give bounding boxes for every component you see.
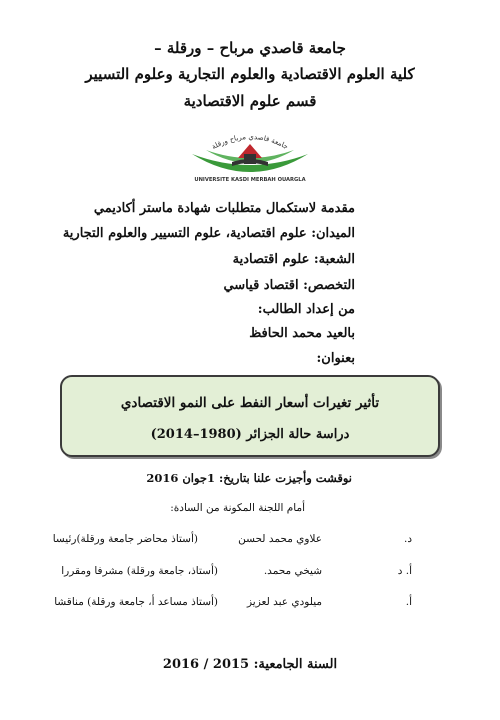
university-logo	[170, 128, 330, 184]
specialty-line: التخصص: اقتصاد قياسي	[223, 278, 355, 293]
member-name: شيخي محمد.	[263, 565, 322, 577]
title-label: بعنوان:	[316, 351, 355, 366]
member-role: (أستاذ مساعد أ، جامعة ورقلة) مناقشا	[54, 596, 218, 608]
logo-arc-text: جامعة قاصدي مرباح ورقلة	[210, 132, 290, 152]
member-title: أ. د	[397, 565, 412, 577]
degree-purpose: مقدمة لاستكمال متطلبات شهادة ماستر أكاديمي	[93, 201, 355, 216]
thesis-title: تأثير تغيرات أسعار النفط على النمو الاقتصادي	[120, 395, 380, 411]
faculty-name: كلية العلوم الاقتصادية والعلوم التجارية وعلوم التسيير	[85, 65, 415, 83]
prepared-by-label: من إعداد الطالب:	[257, 302, 355, 317]
university-emblem-icon	[170, 128, 330, 184]
thesis-subtitle: دراسة حالة الجزائر (1980–2014)	[150, 427, 350, 442]
member-title: د.	[403, 533, 412, 545]
department-name: قسم علوم الاقتصادية	[183, 92, 317, 110]
logo-bottom-text: UNIVERSITE KASDI MERBAH OUARGLA	[194, 177, 306, 183]
academic-year: السنة الجامعية: 2015 / 2016	[162, 657, 338, 672]
university-name: جامعة قاصدي مرباح – ورقلة –	[154, 39, 346, 57]
thesis-title-box	[60, 375, 440, 457]
student-name: بالعيد محمد الحافظ	[249, 326, 355, 341]
member-role: (أستاذ، جامعة ورقلة) مشرفا ومقررا	[61, 565, 218, 577]
branch-line: الشعبة: علوم اقتصادية	[232, 252, 355, 267]
member-role: (أستاذ محاضر جامعة ورقلة)رئيسا	[52, 533, 198, 545]
committee-intro: أمام اللجنة المكونة من السادة:	[170, 502, 305, 514]
member-name: علاوي محمد لحسن	[238, 533, 322, 545]
defense-date: نوقشت وأجيزت علنا بتاريخ: 1جوان 2016	[146, 471, 352, 485]
member-name: ميلودي عبد لعزيز	[247, 596, 322, 608]
member-title: أ.	[405, 596, 412, 608]
field-line: الميدان: علوم اقتصادية، علوم التسيير والعلوم التجارية	[62, 226, 355, 241]
